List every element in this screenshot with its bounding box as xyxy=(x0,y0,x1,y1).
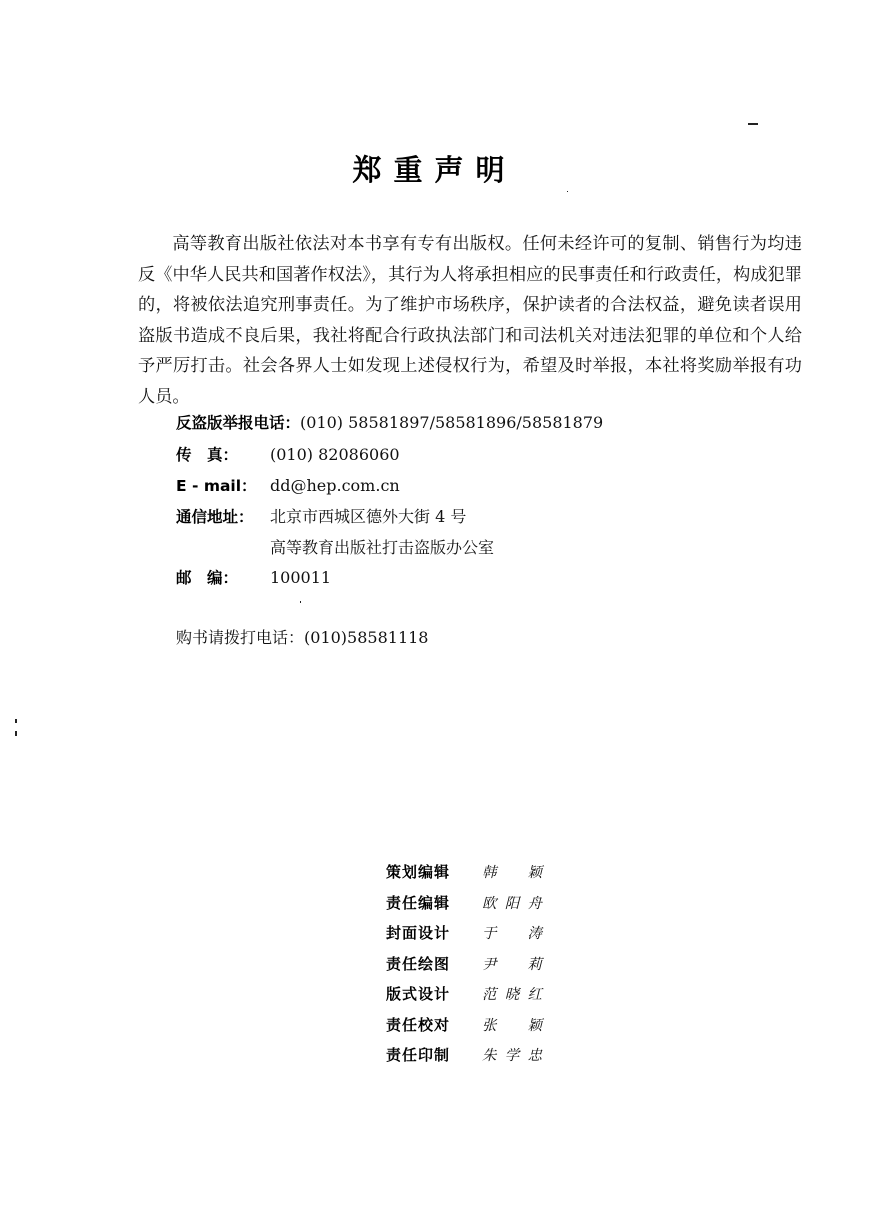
credit-row xyxy=(386,949,542,980)
postcode-value: 100011 xyxy=(270,568,332,587)
scan-speck xyxy=(748,123,758,125)
copyright-statement: 高等教育出版社依法对本书享有专有出版权。任何未经许可的复制、销售行为均违反《中华人民共和国著作权法》，其行为人将承担相应的民事责任和行政责任，构成犯罪的，将被依法追究刑事责任。为了维护市场秩序，保护读者的合法权益，避免读者误用盗版书造成不良后果，我社将配合行政执法部门和司法机关对违法犯罪的单位和个人给予严厉打击。社会各界人士如发现上述侵权行为，希望及时举报，本社将奖励举报有功人员。 xyxy=(138,234,802,407)
credit-name: 韩颖 xyxy=(482,865,542,881)
email-label: E - mail： xyxy=(176,477,257,495)
credit-role: 版式设计 xyxy=(386,985,451,1003)
hotline-row xyxy=(176,408,603,438)
purchase-line xyxy=(176,623,428,653)
scan-speck xyxy=(567,191,568,192)
credit-name: 范晓红 xyxy=(482,987,542,1003)
credit-name: 朱学忠 xyxy=(482,1048,542,1064)
credit-row xyxy=(386,857,542,888)
address-row-2 xyxy=(270,533,494,563)
fax-row xyxy=(176,440,400,470)
credit-row xyxy=(386,888,542,919)
credit-row xyxy=(386,1040,542,1071)
address-label: 通信地址： xyxy=(176,508,254,526)
credit-name: 尹莉 xyxy=(482,956,542,973)
credit-row xyxy=(386,979,542,1010)
credit-role: 责任印制 xyxy=(386,1046,451,1064)
postcode-label: 邮 编： xyxy=(176,569,239,587)
credit-name: 于涛 xyxy=(482,926,542,942)
address-line-1: 北京市西城区德外大街 4 号 xyxy=(270,507,467,526)
email-row xyxy=(176,471,400,501)
fax-value: (010) 82086060 xyxy=(270,445,400,464)
credits-list xyxy=(386,857,542,1071)
hotline-label: 反盗版举报电话： xyxy=(176,414,301,432)
page-title: 郑重声明 xyxy=(352,153,517,187)
credit-role: 责任编辑 xyxy=(386,893,451,912)
credit-role: 封面设计 xyxy=(386,924,451,942)
credit-role: 责任绘图 xyxy=(386,954,451,973)
credit-row xyxy=(386,918,542,949)
scan-speck xyxy=(15,719,17,723)
email-value: dd@hep.com.cn xyxy=(270,476,400,495)
address-row xyxy=(176,502,466,532)
scan-speck xyxy=(15,731,17,736)
credit-row xyxy=(386,1010,542,1041)
purchase-phone: (010)58581118 xyxy=(304,628,429,647)
address-line-2: 高等教育出版社打击盗版办公室 xyxy=(270,538,495,557)
credit-role: 策划编辑 xyxy=(386,863,451,881)
hotline-value: (010) 58581897/58581896/58581879 xyxy=(300,413,604,432)
postcode-row xyxy=(176,563,331,593)
credit-role: 责任校对 xyxy=(386,1015,451,1034)
credit-name: 欧阳舟 xyxy=(482,895,542,912)
credit-name: 张颖 xyxy=(482,1017,542,1034)
scan-speck xyxy=(300,601,301,603)
fax-label: 传 真： xyxy=(176,446,239,464)
purchase-label: 购书请拨打电话： xyxy=(176,628,305,647)
